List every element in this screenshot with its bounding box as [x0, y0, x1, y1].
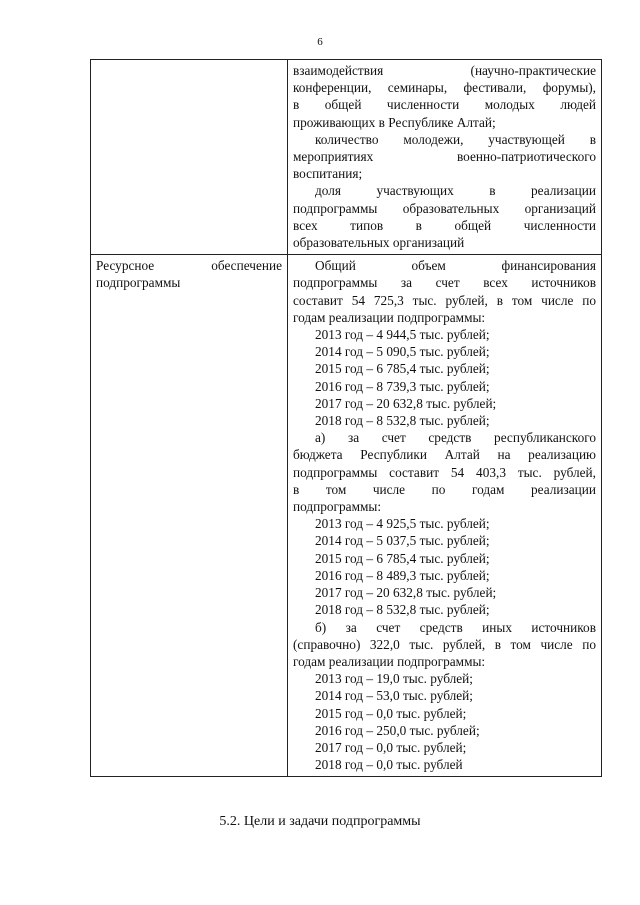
text-line: 2017 год – 20 632,8 тыс. рублей;: [315, 395, 497, 411]
text-line: 2015 год – 6 785,4 тыс. рублей;: [315, 550, 490, 566]
text-line: количество молодежи, участвующей в: [315, 131, 596, 147]
text-line: в том числе по годам реализации: [293, 481, 596, 497]
row1-label-cell: [91, 60, 288, 255]
text-line: 2014 год – 5 090,5 тыс. рублей;: [315, 344, 490, 360]
text-line: 2014 год – 5 037,5 тыс. рублей;: [315, 533, 490, 549]
resource-label-word1: Ресурсное: [96, 258, 155, 274]
table-row: [91, 255, 602, 777]
text-line: бюджета Республики Алтай на реализацию: [293, 447, 596, 463]
table-row: [91, 60, 602, 255]
text-line: (справочно) 322,0 тыс. рублей, в том числе по: [293, 636, 596, 652]
text-line: годам реализации подпрограммы:: [293, 309, 486, 325]
text-line: 2018 год – 8 532,8 тыс. рублей;: [315, 602, 490, 618]
text-line: 2015 год – 0,0 тыс. рублей;: [315, 705, 467, 721]
text-line: в общей численности молодых людей: [293, 97, 596, 113]
text-line: подпрограммы за счет всех источников: [293, 275, 596, 291]
text-line: воспитания;: [293, 166, 363, 182]
text-line: а) за счет средств республиканского: [315, 430, 596, 446]
text-line: мероприятиях военно-патриотического: [293, 149, 596, 165]
text-line: 2018 год – 0,0 тыс. рублей: [315, 757, 463, 773]
text-line: Общий объем финансирования: [315, 258, 596, 274]
row1-content-cell: [288, 60, 602, 255]
resource-label-line2: подпрограммы: [96, 275, 181, 291]
row2-label-cell: [91, 255, 288, 777]
text-line: конференции, семинары, фестивали, форумы),: [293, 80, 596, 96]
text-line: 2014 год – 53,0 тыс. рублей;: [315, 688, 473, 704]
text-line: годам реализации подпрограммы:: [293, 653, 486, 669]
text-line: подпрограммы составит 54 403,3 тыс. рублей,: [293, 464, 596, 480]
text-line: 2013 год – 4 925,5 тыс. рублей;: [315, 516, 490, 532]
text-line: взаимодействия (научно-практические: [293, 63, 596, 78]
page-number: 6: [317, 36, 323, 48]
text-line: 2018 год – 8 532,8 тыс. рублей;: [315, 413, 490, 429]
resource-label-word2: обеспечение: [211, 258, 282, 274]
text-line: подпрограммы:: [293, 499, 382, 515]
text-line: проживающих в Республике Алтай;: [293, 114, 496, 130]
text-line: 2013 год – 19,0 тыс. рублей;: [315, 671, 473, 687]
text-line: 2013 год – 4 944,5 тыс. рублей;: [315, 327, 490, 343]
text-line: всех типов в общей численности: [293, 217, 596, 233]
text-line: 2015 год – 6 785,4 тыс. рублей;: [315, 361, 490, 377]
text-line: 2017 год – 0,0 тыс. рублей;: [315, 739, 467, 755]
text-line: образовательных организаций: [293, 235, 465, 251]
text-line: 2017 год – 20 632,8 тыс. рублей;: [315, 585, 497, 601]
text-line: 2016 год – 250,0 тыс. рублей;: [315, 722, 480, 738]
section-heading: 5.2. Цели и задачи подпрограммы: [219, 814, 421, 829]
text-line: подпрограммы образовательных организаций: [293, 200, 596, 216]
passport-table: [90, 59, 602, 777]
row2-content-cell: [288, 255, 602, 777]
text-line: 2016 год – 8 739,3 тыс. рублей;: [315, 378, 490, 394]
text-line: б) за счет средств иных источников: [315, 619, 596, 635]
text-line: составит 54 725,3 тыс. рублей, в том числе по: [293, 292, 596, 308]
text-line: доля участвующих в реализации: [315, 183, 596, 199]
resource-label-line1: [96, 257, 282, 274]
text-line: 2016 год – 8 489,3 тыс. рублей;: [315, 567, 490, 583]
